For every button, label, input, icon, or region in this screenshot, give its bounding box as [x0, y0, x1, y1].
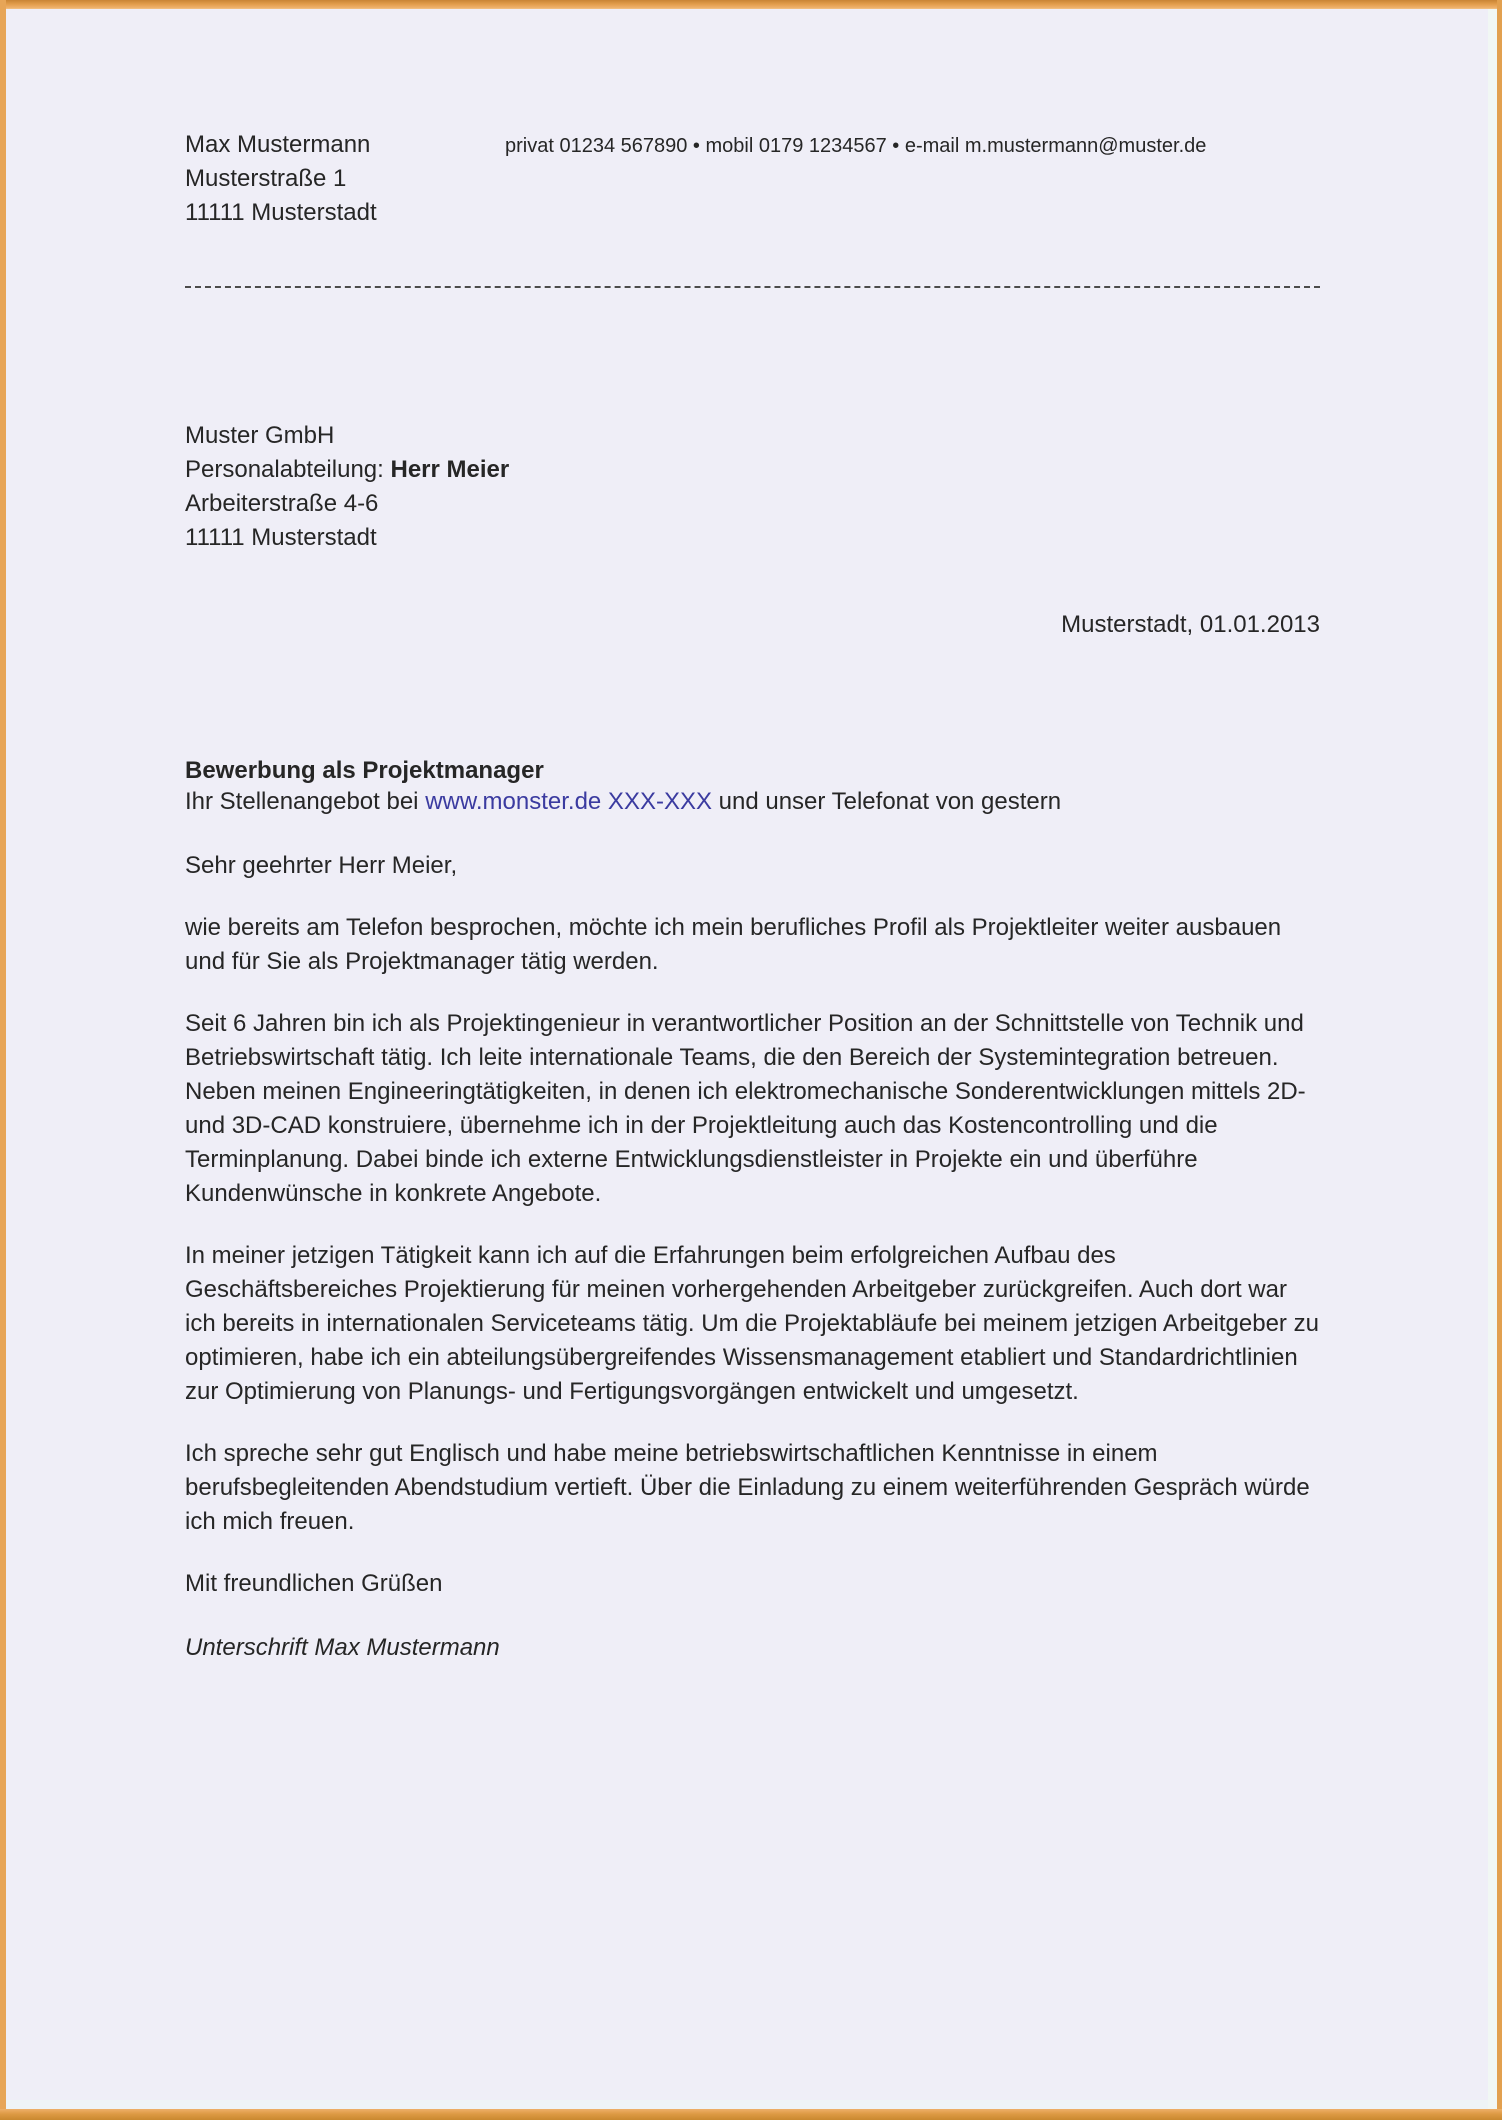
page-frame-right — [1497, 0, 1502, 2120]
subject-block — [185, 755, 1320, 817]
page-edge-bottom — [6, 2100, 1488, 2109]
recipient-department-line — [185, 453, 1320, 487]
page-frame-top — [0, 0, 1502, 9]
body-paragraph-2: Seit 6 Jahren bin ich als Projektingenieur in verantwortlicher Position an der Schnittstelle von Technik und Betriebswirtschaft tätig. Ich leite internationale Teams, die den Bereich der Systemintegration betreuen. Neben meinen Engineeringtätigkeiten, in denen ich elektromechanische Sonderentwicklungen mittels 2D- und 3D-CAD konstruiere, übernehme ich in der Projektleitung auch das Kostencontrolling und die Terminplanung. Dabei binde ich externe Entwicklungsdienstleister in Projekte ein und überführe Kundenwünsche in konkrete Angebote. — [185, 1010, 1306, 1207]
letter-document — [185, 9, 1320, 1665]
page-edge-right — [1488, 9, 1497, 2109]
sender-street: Musterstraße 1 — [185, 165, 347, 192]
recipient-street: Arbeiterstraße 4-6 — [185, 490, 379, 517]
sender-name: Max Mustermann — [185, 131, 371, 158]
subject-title: Bewerbung als Projektmanager — [185, 757, 544, 784]
letter-head — [185, 128, 1320, 230]
closing-greeting: Mit freundlichen Grüßen — [185, 1570, 443, 1597]
signature-line: Unterschrift Max Mustermann — [185, 1634, 500, 1661]
page-frame-left — [0, 0, 6, 2120]
monster-job-link[interactable]: www.monster.de XXX-XXX — [425, 788, 712, 815]
salutation: Sehr geehrter Herr Meier, — [185, 852, 458, 879]
sender-contact-line: privat 01234 567890 • mobil 0179 1234567 • e-mail m.mustermann@muster.de — [505, 135, 1207, 157]
separator-dashed-line — [185, 286, 1320, 288]
date-line: Musterstadt, 01.01.2013 — [1061, 611, 1320, 638]
sender-city: 11111 Musterstadt — [185, 199, 377, 226]
body-paragraph-4: Ich spreche sehr gut Englisch und habe meine betriebswirtschaftlichen Kenntnisse in einem berufsbegleitenden Abendstudium vertieft. Über die Einladung zu einem weiterführenden Gespräch würde ich mich freuen. — [185, 1440, 1310, 1535]
sender-address — [185, 128, 505, 230]
recipient-department-label: Personalabteilung: — [185, 456, 391, 483]
page-frame-bottom — [0, 2109, 1502, 2120]
recipient-company: Muster GmbH — [185, 422, 335, 449]
recipient-city: 11111 Musterstadt — [185, 524, 377, 551]
recipient-contact-person: Herr Meier — [390, 456, 510, 483]
body-paragraph-1: wie bereits am Telefon besprochen, möchte ich mein berufliches Profil als Projektleiter weiter ausbauen und für Sie als Projektmanager tätig werden. — [185, 914, 1282, 975]
recipient-address — [185, 419, 1320, 555]
body-paragraph-3: In meiner jetzigen Tätigkeit kann ich auf die Erfahrungen beim erfolgreichen Aufbau des Geschäftsbereiches Projektierung für meinen vorhergehenden Arbeitgeber zurückgreifen. Auch dort war ich bereits in internationalen Serviceteams tätig. Um die Projektabläufe bei meinem jetzigen Arbeitgeber zu optimieren, habe ich ein abteilungsübergreifendes Wissensmanagement etabliert und Standardrichtlinien zur Optimierung von Planungs- und Fertigungsvorgängen entwickelt und umgesetzt. — [185, 1242, 1319, 1405]
subject-ref-prefix: Ihr Stellenangebot bei — [185, 788, 426, 815]
subject-ref-suffix: und unser Telefonat von gestern — [711, 788, 1062, 815]
subject-reference-line — [185, 786, 1320, 817]
